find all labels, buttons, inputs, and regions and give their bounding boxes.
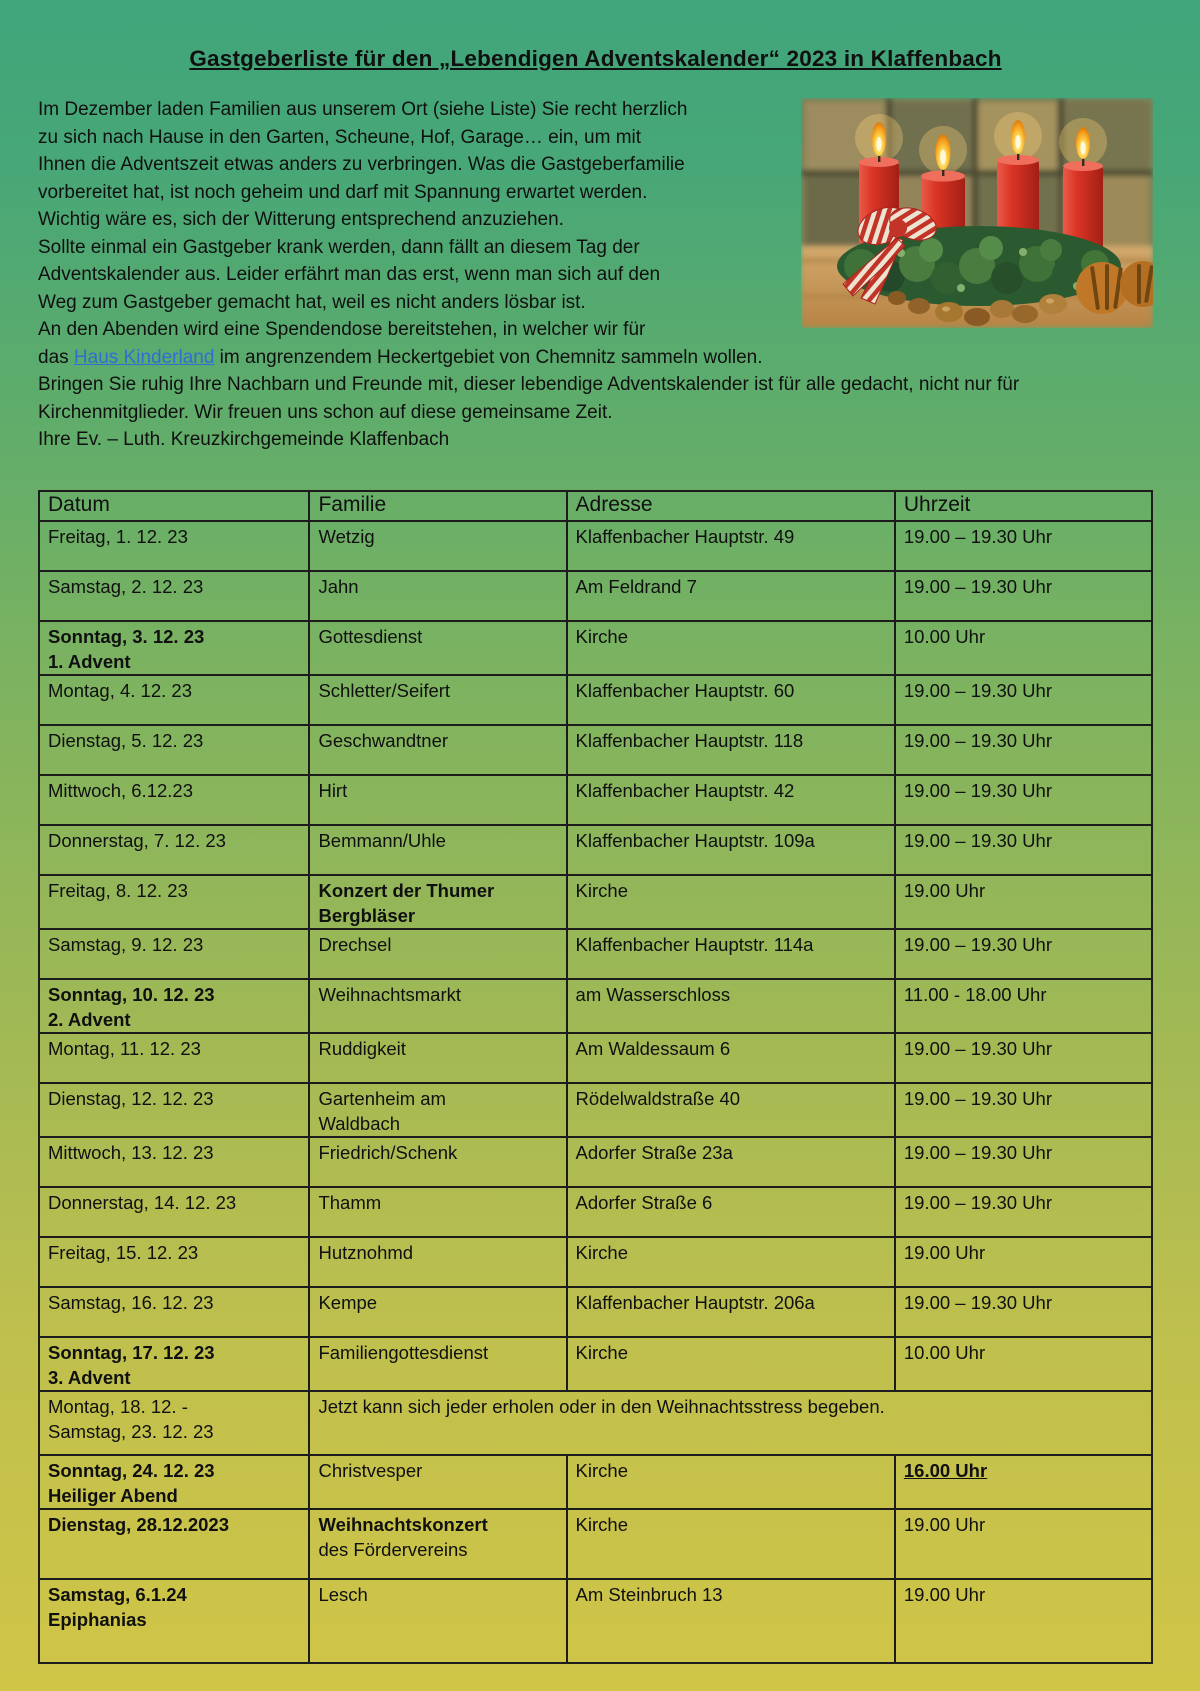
cell-uhrzeit: 19.00 Uhr (895, 1579, 1152, 1663)
cell-adresse: Adorfer Straße 6 (567, 1187, 895, 1237)
cell-familie: Gottesdienst (309, 621, 566, 675)
table-row (39, 875, 1152, 929)
table-row (39, 1237, 1152, 1287)
cell-familie: Bemmann/Uhle (309, 825, 566, 875)
cell-adresse: Kirche (567, 1337, 895, 1391)
cell-familie: Weihnachtskonzert des Fördervereins (309, 1509, 566, 1579)
table-row (39, 1455, 1152, 1509)
cell-datum: Freitag, 1. 12. 23 (39, 521, 309, 571)
cell-uhrzeit: 11.00 - 18.00 Uhr (895, 979, 1152, 1033)
cell-adresse: Klaffenbacher Hauptstr. 206a (567, 1287, 895, 1337)
cell-familie: Kempe (309, 1287, 566, 1337)
cell-familie: Gartenheim am Waldbach (309, 1083, 566, 1137)
intro-line: vorbereitet hat, ist noch geheim und darf mit Spannung erwartet werden. (38, 181, 648, 203)
cell-datum: Samstag, 6.1.24 Epiphanias (39, 1579, 309, 1663)
page-title: Gastgeberliste für den „Lebendigen Adventskalender“ 2023 in Klaffenbach (189, 46, 1002, 71)
cell-adresse: am Wasserschloss (567, 979, 895, 1033)
cell-uhrzeit: 19.00 – 19.30 Uhr (895, 571, 1152, 621)
cell-familie: Hirt (309, 775, 566, 825)
cell-uhrzeit: 10.00 Uhr (895, 1337, 1152, 1391)
link-suffix-text: im angrenzendem Heckertgebiet von Chemnitz sammeln wollen. (214, 346, 763, 368)
cell-adresse: Klaffenbacher Hauptstr. 42 (567, 775, 895, 825)
cell-adresse: Kirche (567, 1509, 895, 1579)
intro-line: Ihnen die Adventszeit etwas anders zu verbringen. Was die Gastgeberfamilie (38, 154, 685, 175)
cell-adresse: Kirche (567, 621, 895, 675)
cell-uhrzeit: 19.00 – 19.30 Uhr (895, 929, 1152, 979)
haus-kinderland-link[interactable]: Haus Kinderland (73, 346, 215, 368)
table-row (39, 825, 1152, 875)
cell-familie: Lesch (309, 1579, 566, 1663)
cell-datum: Sonntag, 17. 12. 23 3. Advent (39, 1337, 309, 1391)
link-prefix-text: das (38, 346, 74, 368)
cell-uhrzeit: 19.00 Uhr (895, 1237, 1152, 1287)
cell-adresse: Klaffenbacher Hauptstr. 49 (567, 521, 895, 571)
cell-datum: Freitag, 15. 12. 23 (39, 1237, 309, 1287)
cell-adresse: Adorfer Straße 23a (567, 1137, 895, 1187)
intro-line: Sollte einmal ein Gastgeber krank werden, dann fällt an diesem Tag der (38, 236, 640, 258)
table-row (39, 521, 1152, 571)
advent-wreath-image (801, 98, 1153, 328)
col-header-adresse: Adresse (567, 491, 895, 521)
table-row (39, 929, 1152, 979)
cell-adresse: Rödelwaldstraße 40 (567, 1083, 895, 1137)
intro-line: Wichtig wäre es, sich der Witterung entsprechend anzuziehen. (38, 209, 564, 230)
table-row (39, 571, 1152, 621)
cell-uhrzeit: 19.00 Uhr (895, 1509, 1152, 1579)
cell-datum: Donnerstag, 7. 12. 23 (39, 825, 309, 875)
cell-datum: Dienstag, 12. 12. 23 (39, 1083, 309, 1137)
cell-adresse: Kirche (567, 875, 895, 929)
cell-adresse: Kirche (567, 1455, 895, 1509)
cell-adresse: Kirche (567, 1237, 895, 1287)
intro-line: Adventskalender aus. Leider erfährt man das erst, wenn man sich auf den (38, 264, 661, 285)
cell-uhrzeit: 19.00 – 19.30 Uhr (895, 775, 1152, 825)
table-row (39, 1337, 1152, 1391)
cell-familie: Wetzig (309, 521, 566, 571)
cell-adresse: Klaffenbacher Hauptstr. 114a (567, 929, 895, 979)
cell-uhrzeit: 19.00 – 19.30 Uhr (895, 825, 1152, 875)
cell-adresse: Klaffenbacher Hauptstr. 109a (567, 825, 895, 875)
cell-datum: Dienstag, 5. 12. 23 (39, 725, 309, 775)
cell-familie: Ruddigkeit (309, 1033, 566, 1083)
cell-uhrzeit: 19.00 – 19.30 Uhr (895, 1083, 1152, 1137)
cell-familie: Thamm (309, 1187, 566, 1237)
intro-line: Weg zum Gastgeber gemacht hat, weil es nicht anders lösbar ist. (38, 291, 586, 313)
cell-familie: Geschwandtner (309, 725, 566, 775)
cell-familie: Konzert der Thumer Bergbläser (309, 875, 566, 929)
cell-datum: Sonntag, 3. 12. 23 1. Advent (39, 621, 309, 675)
table-row (39, 1187, 1152, 1237)
cell-adresse: Am Waldessaum 6 (567, 1033, 895, 1083)
cell-familie: Friedrich/Schenk (309, 1137, 566, 1187)
cell-familie: Jahn (309, 571, 566, 621)
table-row (39, 1137, 1152, 1187)
col-header-familie: Familie (309, 491, 566, 521)
cell-familie: Christvesper (309, 1455, 566, 1509)
intro-paragraph (38, 96, 1153, 454)
cell-datum: Montag, 11. 12. 23 (39, 1033, 309, 1083)
cell-uhrzeit: 16.00 Uhr (895, 1455, 1152, 1509)
cell-datum: Mittwoch, 6.12.23 (39, 775, 309, 825)
cell-datum: Sonntag, 24. 12. 23 Heiliger Abend (39, 1455, 309, 1509)
cell-datum: Sonntag, 10. 12. 23 2. Advent (39, 979, 309, 1033)
cell-familie: Drechsel (309, 929, 566, 979)
cell-uhrzeit: 19.00 – 19.30 Uhr (895, 1287, 1152, 1337)
cell-familie: Weihnachtsmarkt (309, 979, 566, 1033)
cell-familie: Hutznohmd (309, 1237, 566, 1287)
intro-line: Im Dezember laden Familien aus unserem Ort (siehe Liste) Sie recht herzlich (38, 99, 688, 120)
table-row (39, 1579, 1152, 1663)
table-row-holiday-break (39, 1391, 1152, 1455)
table-row (39, 979, 1152, 1033)
intro-line: Kirchenmitglieder. Wir freuen uns schon auf diese gemeinsame Zeit. (38, 401, 613, 423)
table-row (39, 1287, 1152, 1337)
cell-datum: Samstag, 16. 12. 23 (39, 1287, 309, 1337)
cell-datum: Mittwoch, 13. 12. 23 (39, 1137, 309, 1187)
table-header-row (39, 491, 1152, 521)
cell-datum: Freitag, 8. 12. 23 (39, 875, 309, 929)
intro-line-with-link (38, 344, 1153, 372)
cell-uhrzeit: 19.00 – 19.30 Uhr (895, 725, 1152, 775)
table-row (39, 1509, 1152, 1579)
cell-datum: Montag, 4. 12. 23 (39, 675, 309, 725)
cell-merged-note: Jetzt kann sich jeder erholen oder in den Weihnachtsstress begeben. (309, 1391, 1152, 1455)
intro-line: Bringen Sie ruhig Ihre Nachbarn und Freunde mit, dieser lebendige Adventskalender ist für alle gedacht, nicht nur für (38, 374, 1020, 395)
table-row (39, 675, 1152, 725)
table-row (39, 775, 1152, 825)
intro-closing-line: Ihre Ev. – Luth. Kreuzkirchgemeinde Klaffenbach (38, 429, 450, 450)
col-header-uhrzeit: Uhrzeit (895, 491, 1152, 521)
intro-line: An den Abenden wird eine Spendendose bereitstehen, in welcher wir für (38, 319, 646, 340)
cell-uhrzeit: 19.00 Uhr (895, 875, 1152, 929)
intro-line: zu sich nach Hause in den Garten, Scheune, Hof, Garage… ein, um mit (38, 126, 642, 148)
cell-adresse: Klaffenbacher Hauptstr. 118 (567, 725, 895, 775)
cell-uhrzeit: 19.00 – 19.30 Uhr (895, 521, 1152, 571)
cell-uhrzeit: 19.00 – 19.30 Uhr (895, 1033, 1152, 1083)
cell-adresse: Am Feldrand 7 (567, 571, 895, 621)
cell-datum: Montag, 18. 12. - Samstag, 23. 12. 23 (39, 1391, 309, 1455)
table-row (39, 1083, 1152, 1137)
table-row (39, 725, 1152, 775)
schedule-table (38, 490, 1153, 1664)
cell-familie: Schletter/Seifert (309, 675, 566, 725)
cell-uhrzeit: 10.00 Uhr (895, 621, 1152, 675)
cell-datum: Samstag, 2. 12. 23 (39, 571, 309, 621)
cell-uhrzeit: 19.00 – 19.30 Uhr (895, 1137, 1152, 1187)
cell-adresse: Am Steinbruch 13 (567, 1579, 895, 1663)
table-row (39, 621, 1152, 675)
cell-familie: Familiengottesdienst (309, 1337, 566, 1391)
cell-uhrzeit: 19.00 – 19.30 Uhr (895, 675, 1152, 725)
cell-adresse: Klaffenbacher Hauptstr. 60 (567, 675, 895, 725)
table-row (39, 1033, 1152, 1083)
cell-datum: Samstag, 9. 12. 23 (39, 929, 309, 979)
cell-datum: Donnerstag, 14. 12. 23 (39, 1187, 309, 1237)
cell-datum: Dienstag, 28.12.2023 (39, 1509, 309, 1579)
col-header-datum: Datum (39, 491, 309, 521)
cell-uhrzeit: 19.00 – 19.30 Uhr (895, 1187, 1152, 1237)
